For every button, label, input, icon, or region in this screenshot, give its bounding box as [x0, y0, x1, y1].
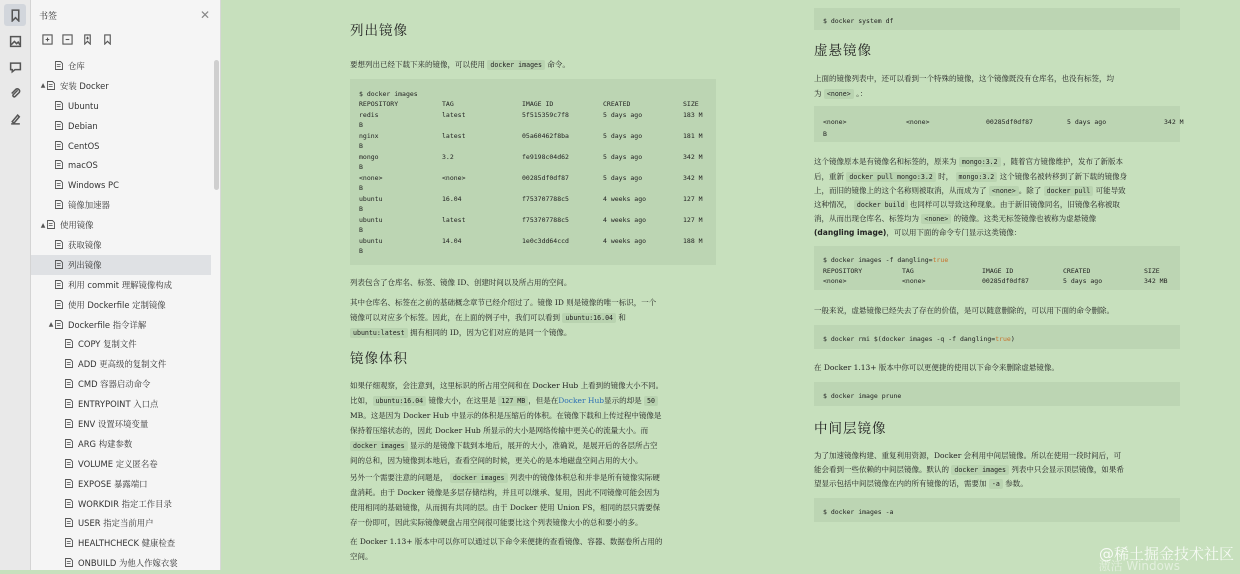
- bookmark-label: ADD 更高级的复制文件: [78, 359, 167, 370]
- code-cell: 4 weeks ago: [603, 237, 647, 245]
- code-cell: latest: [442, 216, 466, 224]
- code-cell: 3.2: [442, 153, 454, 161]
- code-cell: TAG: [902, 267, 914, 275]
- code-cell: 5f515359c7f8: [522, 111, 569, 119]
- code-cell: 00285df0df87: [522, 174, 569, 182]
- bookmark-item[interactable]: [31, 295, 211, 315]
- bookmark-item[interactable]: [31, 334, 211, 354]
- code-wrap: B: [359, 205, 363, 213]
- paragraph-size-6: 间的总和，因为镜像到本地后，查看空间的时候，更关心的是本地磁盘空间占用的大小。: [350, 456, 643, 465]
- bookmark-page-icon: [65, 399, 74, 409]
- bookmark-page-icon: [55, 101, 64, 111]
- bookmark-item[interactable]: [31, 76, 211, 96]
- bookmark-page-icon: [65, 459, 74, 469]
- section-heading-image-size: 镜像体积: [350, 351, 408, 367]
- signature-icon[interactable]: [4, 108, 26, 130]
- code-cell: SIZE: [683, 100, 699, 108]
- bookmark-label: USER 指定当前用户: [78, 518, 154, 529]
- code-cell: fe9198c04d62: [522, 153, 569, 161]
- code-cell: 342 M: [1164, 118, 1184, 126]
- code-cell: 05a60462f8ba: [522, 132, 569, 140]
- bookmark-page-icon: [55, 121, 64, 131]
- code-cell: 1e0c3dd64ccd: [522, 237, 569, 245]
- paragraph-size-4: 保持着压缩状态的，因此 Docker Hub 所显示的大小是网络传输中更关心的流量大小。而: [350, 426, 649, 435]
- code-cell: redis: [359, 111, 379, 119]
- paragraph-size-2: 比如， ubuntu:16.04 镜像大小，在这里是 127 MB ，但是在Docker Hub显示的却是 50: [350, 394, 658, 408]
- code-cell: CREATED: [1063, 267, 1091, 275]
- code-cell: REPOSITORY: [823, 267, 863, 275]
- code-cell: 16.04: [442, 195, 462, 203]
- bookmark-label: 列出镜像: [68, 259, 102, 270]
- bookmark-page-icon: [65, 518, 74, 528]
- bookmark-item[interactable]: [31, 354, 211, 374]
- code-cell: 127 M: [683, 195, 703, 203]
- code-cell: SIZE: [1144, 267, 1160, 275]
- attachment-icon[interactable]: [4, 82, 26, 104]
- paragraph-mid-1: 为了加速镜像构建、重复利用资源，Docker 会利用中间层镜像。所以在使用一段时间后，可: [814, 451, 1122, 460]
- code-cell: <none>: [823, 118, 847, 126]
- bookmark-page-icon: [55, 160, 64, 170]
- bookmark-page-icon: [65, 379, 74, 389]
- bookmark-label: 获取镜像: [68, 239, 102, 250]
- bookmark-page-icon: [65, 538, 74, 548]
- code-block-dangling-filter: $ docker images -f dangling=true REPOSITORY TAG IMAGE ID CREATED SIZE <none> <none> 00285df0df87 5 days ago 342 MB: [814, 246, 1180, 290]
- code-cell: 5 days ago: [603, 111, 643, 119]
- code-cell: 00285df0df87: [982, 277, 1029, 285]
- code-cell: REPOSITORY: [359, 100, 399, 108]
- code-cell: nginx: [359, 132, 379, 140]
- paragraph-explain-2: 后，重新 docker pull mongo:3.2 时， mongo:3.2 这个镜像名被转移到了新下载的镜像身: [814, 172, 1128, 181]
- bookmark-item[interactable]: [31, 533, 211, 553]
- paragraph-list-desc: 列表包含了仓库名、标签、镜像 ID、创建时间以及所占用的空间。: [350, 278, 572, 287]
- paragraph-last-1: 在 Docker 1.13+ 版本中可以你可以通过以下命令来便捷的查看镜像、容器、数据卷所占用的: [350, 537, 663, 546]
- paragraph-mid-3: 望显示包括中间层镜像在内的所有镜像的话，需要加 -a 参数。: [814, 479, 1028, 488]
- sidebar-title: 书签: [39, 11, 58, 22]
- code-cell: latest: [442, 111, 466, 119]
- bookmark-item[interactable]: [31, 434, 211, 454]
- code-cell: 5 days ago: [603, 174, 643, 182]
- bookmark-item[interactable]: [31, 255, 211, 275]
- code-cell: latest: [442, 132, 466, 140]
- bookmark-label: ENV 设置环境变量: [78, 418, 149, 429]
- bookmark-options-icon[interactable]: [101, 33, 113, 45]
- bookmark-item[interactable]: [31, 136, 211, 156]
- paragraph-prune: 在 Docker 1.13+ 版本中你可以更便捷的使用以下命令来删除虚悬镜像。: [814, 363, 1059, 372]
- sidebar-header: [31, 0, 220, 30]
- code-command: $ docker images: [359, 90, 418, 98]
- site-watermark: @稀土掘金技术社区: [1098, 545, 1234, 563]
- bookmark-label: Windows PC: [68, 180, 119, 191]
- paragraph-remove: 一般来说，虚悬镜像已经失去了存在的价值，是可以随意删除的，可以用下面的命令删除。: [814, 306, 1114, 315]
- bookmark-item[interactable]: [31, 315, 211, 335]
- bookmark-item[interactable]: [31, 513, 211, 533]
- bookmark-item[interactable]: [31, 374, 211, 394]
- os-activation-watermark: 激活 Windows: [1098, 559, 1180, 573]
- code-cell: 342 MB: [1144, 277, 1168, 285]
- code-cell: 14.04: [442, 237, 462, 245]
- paragraph-size-3: MB。这是因为 Docker Hub 中显示的体积是压缩后的体积。在镜像下载和上传过程中镜像是: [350, 411, 662, 420]
- sidebar-scrollbar[interactable]: [214, 60, 219, 190]
- bookmark-item[interactable]: [31, 414, 211, 434]
- code-block-system-df: $ docker system df: [814, 8, 1180, 30]
- paragraph-mid-2: 能会看到一些依赖的中间层镜像。默认的 docker images 列表中只会显示顶层镜像，如果希: [814, 465, 1124, 474]
- paragraph-explain-5: 消，从而出现仓库名、标签均为 <none> 的镜像。这类无标签镜像也被称为虚悬镜像: [814, 214, 1097, 223]
- code-cell: <none>: [906, 118, 930, 126]
- paragraph-dangling-1: 上面的镜像列表中，还可以看到一个特殊的镜像，这个镜像既没有仓库名，也没有标签，均: [814, 74, 1114, 83]
- bookmark-page-icon: [55, 320, 64, 330]
- paragraph-size-5: docker images 显示的是镜像下载到本地后，展开的大小，准确说，是展开后的各层所占空: [350, 439, 658, 453]
- image-icon[interactable]: [4, 30, 26, 52]
- code-cell: 4 weeks ago: [603, 195, 647, 203]
- bookmark-page-icon: [65, 339, 74, 349]
- bookmark-page-icon: [47, 220, 56, 230]
- bookmark-label: CMD 容器启动命令: [78, 379, 151, 390]
- code-wrap: B: [359, 226, 363, 234]
- code-cell: TAG: [442, 100, 454, 108]
- code-cell: ubuntu: [359, 195, 383, 203]
- paragraph-explain-3: 上，而旧的镜像上的这个名称则被取消，从而成为了 <none> 。除了 docker pull 可能导致: [814, 186, 1126, 195]
- bookmark-page-icon: [55, 300, 64, 310]
- bookmark-item[interactable]: [31, 195, 211, 215]
- bookmark-label: macOS: [68, 160, 98, 171]
- add-bookmark-icon[interactable]: [81, 33, 93, 45]
- bookmark-item[interactable]: [31, 96, 211, 116]
- paragraph-more-2: 盘消耗。由于 Docker 镜像是多层存储结构，并且可以继承、复用，因此不同镜像可能会因为: [350, 488, 660, 497]
- code-wrap: B: [359, 142, 363, 150]
- code-block-none-image: B <none> <none> 00285df0df87 5 days ago 342 M: [814, 106, 1180, 142]
- code-cell: 188 M: [683, 237, 703, 245]
- section-heading-intermediate: 中间层镜像: [814, 421, 887, 437]
- collapse-arrow-icon[interactable]: ▲: [48, 321, 54, 329]
- bookmark-label: 镜像加速器: [68, 200, 110, 211]
- bookmark-sidebar: [31, 0, 221, 570]
- bookmark-item[interactable]: [31, 494, 211, 514]
- paragraph-last-2: 空间。: [350, 552, 373, 561]
- code-block-prune: $ docker image prune: [814, 382, 1180, 406]
- code-cell: 5 days ago: [1067, 118, 1107, 126]
- code-wrap: B: [359, 247, 363, 255]
- code-wrap: B: [359, 184, 363, 192]
- code-cell: IMAGE ID: [522, 100, 554, 108]
- bookmark-label: ARG 构建参数: [78, 438, 133, 449]
- code-cell: 5 days ago: [603, 153, 643, 161]
- section-heading-list-images: 列出镜像: [350, 23, 408, 39]
- bookmark-item[interactable]: [31, 215, 211, 235]
- docker-hub-link[interactable]: Docker Hub: [558, 396, 605, 405]
- code-cell: <none>: [359, 174, 383, 182]
- code-wrap: B: [359, 163, 363, 171]
- code-cell: 5 days ago: [603, 132, 643, 140]
- bookmark-item[interactable]: [31, 56, 211, 76]
- paragraph-id-2: 镜像可以对应多个标签。因此，在上面的例子中，我们可以看到 ubuntu:16.04 和: [350, 313, 626, 322]
- bookmark-label: 利用 commit 理解镜像构成: [68, 279, 172, 290]
- bookmark-page-icon: [55, 240, 64, 250]
- bookmark-item[interactable]: [31, 175, 211, 195]
- bookmark-item[interactable]: [31, 155, 211, 175]
- collapse-arrow-icon[interactable]: ▲: [40, 82, 46, 90]
- bookmark-label: VOLUME 定义匿名卷: [78, 458, 158, 469]
- code-wrap: B: [359, 121, 363, 129]
- paragraph-intro: 要想列出已经下载下来的镜像，可以使用 docker images 命令。: [350, 60, 570, 69]
- code-cell: ubuntu: [359, 216, 383, 224]
- code-cell: 342 M: [683, 174, 703, 182]
- code-block-docker-images: [350, 79, 716, 265]
- bookmark-page-icon: [55, 141, 64, 151]
- bookmark-page-icon: [65, 439, 74, 449]
- bookmark-label: 仓库: [68, 60, 85, 71]
- icon-rail: [0, 0, 31, 570]
- bookmark-page-icon: [55, 61, 64, 71]
- bookmark-label: Ubuntu: [68, 100, 99, 111]
- paragraph-explain-6: (dangling image)，可以用下面的命令专门显示这类镜像：: [814, 228, 1022, 237]
- paragraph-explain-4: 这种情况， docker build 也同样可以导致这种现象。由于新旧镜像同名，旧镜像名称被取: [814, 200, 1120, 209]
- bookmark-label: 使用 Dockerfile 定制镜像: [68, 299, 166, 310]
- code-cell: 183 M: [683, 111, 703, 119]
- code-cell: <none>: [442, 174, 466, 182]
- bookmark-page-icon: [55, 200, 64, 210]
- bookmark-page-icon: [55, 260, 64, 270]
- bookmark-page-icon: [65, 499, 74, 509]
- bookmark-page-icon: [65, 359, 74, 369]
- code-block-images-a: $ docker images -a: [814, 498, 1180, 522]
- bookmark-item[interactable]: [31, 394, 211, 414]
- bookmark-label: 安装 Docker: [60, 80, 109, 91]
- code-cell: <none>: [823, 277, 847, 285]
- code-cell: f753707788c5: [522, 195, 569, 203]
- bookmark-label: CentOS: [68, 140, 100, 151]
- bookmark-page-icon: [65, 558, 74, 568]
- code-block-rmi: $ docker rmi $(docker images -q -f dangling=true): [814, 325, 1180, 349]
- bookmark-label: WORKDIR 指定工作目录: [78, 498, 172, 509]
- bookmark-page-icon: [55, 180, 64, 190]
- code-cell: 4 weeks ago: [603, 216, 647, 224]
- bookmark-page-icon: [65, 419, 74, 429]
- bookmark-item[interactable]: [31, 454, 211, 474]
- bookmark-page-icon: [47, 81, 56, 91]
- code-cell: 127 M: [683, 216, 703, 224]
- paragraph-more-3: 使用相同的基础镜像，从而拥有共同的层。由于 Docker 使用 Union FS，相同的层只需要保: [350, 503, 661, 512]
- bookmark-item[interactable]: [31, 553, 211, 573]
- code-cell: IMAGE ID: [982, 267, 1014, 275]
- paragraph-more-4: 存一份即可，因此实际镜像硬盘占用空间很可能要比这个列表镜像大小的总和要小的多。: [350, 518, 643, 527]
- bookmark-label: Debian: [68, 120, 98, 131]
- bookmark-label: EXPOSE 暴露端口: [78, 478, 148, 489]
- bookmark-label: ONBUILD 为他人作嫁衣裳: [78, 558, 178, 569]
- code-cell: CREATED: [603, 100, 631, 108]
- section-heading-dangling: 虚悬镜像: [814, 43, 872, 59]
- close-icon[interactable]: ✕: [199, 8, 210, 22]
- code-cell: <none>: [902, 277, 926, 285]
- bookmark-page-icon: [55, 280, 64, 290]
- code-cell: mongo: [359, 153, 379, 161]
- code-cell: 342 M: [683, 153, 703, 161]
- bookmark-label: 使用镜像: [60, 220, 94, 231]
- code-cell: 181 M: [683, 132, 703, 140]
- bookmark-item[interactable]: [31, 275, 211, 295]
- paragraph-dangling-2: 为 <none> 。：: [814, 89, 868, 98]
- bookmark-label: Dockerfile 指令详解: [68, 319, 147, 330]
- paragraph-size-1: 如果仔细观察，会注意到，这里标识的所占用空间和在 Docker Hub 上看到的镜像大小不同。: [350, 381, 664, 390]
- bookmark-label: HEALTHCHECK 健康检查: [78, 538, 176, 549]
- sidebar-toolbar: [31, 30, 220, 48]
- bookmark-label: COPY 复制文件: [78, 339, 137, 350]
- bookmark-page-icon: [65, 479, 74, 489]
- comment-icon[interactable]: [4, 56, 26, 78]
- paragraph-more-1: 另外一个需要注意的问题是， docker images 列表中的镜像体积总和并非是所有镜像实际硬: [350, 473, 660, 482]
- bookmark-item[interactable]: [31, 235, 211, 255]
- code-cell: 00285df0df87: [986, 118, 1033, 126]
- code-cell: 5 days ago: [1063, 277, 1103, 285]
- paragraph-explain-1: 这个镜像原本是有镜像名和标签的，原来为 mongo:3.2 ，随着官方镜像维护，发布了新版本: [814, 157, 1124, 166]
- collapse-all-icon[interactable]: [61, 33, 73, 45]
- collapse-arrow-icon[interactable]: ▲: [40, 221, 46, 229]
- bookmark-item[interactable]: [31, 474, 211, 494]
- paragraph-id-3: ubuntu:latest 拥有相同的 ID，因为它们对应的是同一个镜像。: [350, 326, 571, 340]
- code-cell: f753707788c5: [522, 216, 569, 224]
- bookmark-tree: [31, 56, 211, 573]
- paragraph-id-1: 其中仓库名、标签在之前的基础概念章节已经介绍过了。镜像 ID 则是镜像的唯一标识，一个: [350, 298, 657, 307]
- code-cell: ubuntu: [359, 237, 383, 245]
- bookmark-label: ENTRYPOINT 入口点: [78, 399, 159, 410]
- bookmark-icon[interactable]: [4, 4, 26, 26]
- bookmark-item[interactable]: [31, 116, 211, 136]
- expand-all-icon[interactable]: [41, 33, 53, 45]
